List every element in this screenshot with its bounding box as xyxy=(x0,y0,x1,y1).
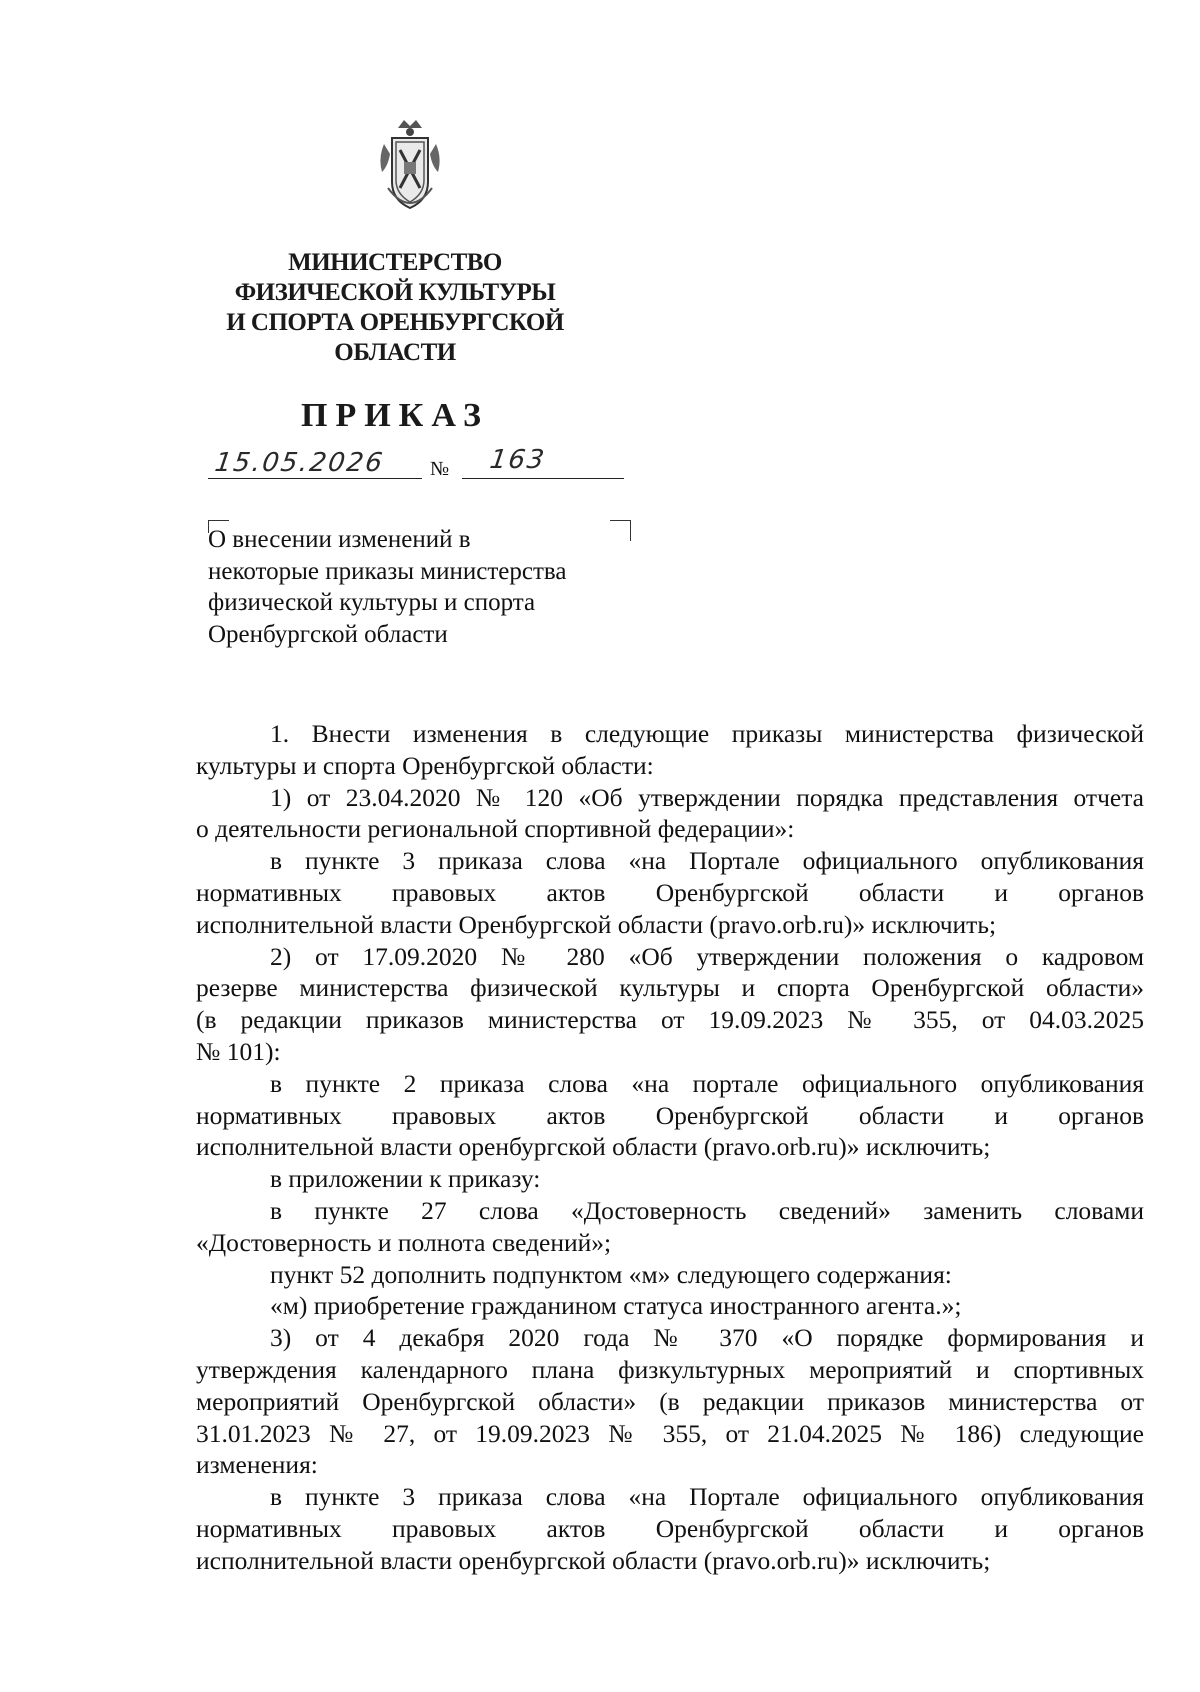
body-line: утверждения календарного плана физкультурных мероприятий и спортивных xyxy=(196,1354,1144,1384)
order-subject xyxy=(208,524,628,650)
subject-line: Оренбургской области xyxy=(208,620,448,648)
body-line: в пункте 3 приказа слова «на Портале официального опубликования xyxy=(270,1482,1144,1512)
subject-line: физической культуры и спорта xyxy=(208,589,536,616)
body-line: исполнительной власти оренбургской области (pravo.orb.ru)» исключить; xyxy=(196,1545,991,1575)
body-line: в пункте 27 слова «Достоверность сведений» заменить словами xyxy=(270,1195,1144,1225)
body-line: «м) приобретение гражданином статуса иностранного агента.»; xyxy=(270,1291,962,1321)
subject-line: О внесении изменений в xyxy=(208,526,471,553)
body-line: «Достоверность и полнота сведений»; xyxy=(196,1227,612,1257)
body-line: 1) от 23.04.2020 № 120 «Об утверждении порядка представления отчета xyxy=(270,782,1144,812)
date-underline xyxy=(208,478,422,479)
body-line: нормативных правовых актов Оренбургской области и органов xyxy=(196,1100,1144,1130)
ministry-name xyxy=(170,248,620,368)
body-line: 3) от 4 декабря 2020 года № 370 «О порядке формирования и xyxy=(270,1323,1144,1353)
body-line: о деятельности региональной спортивной федерации»: xyxy=(196,814,795,844)
handwritten-date: 15.05.2026 xyxy=(212,448,386,478)
ministry-line: И СПОРТА ОРЕНБУРГСКОЙ xyxy=(226,309,564,336)
body-line: 1. Внести изменения в следующие приказы министерства физической xyxy=(270,719,1144,748)
body-line: исполнительной власти оренбургской области (pravo.orb.ru)» исключить; xyxy=(196,1132,991,1162)
ministry-line: МИНИСТЕРСТВО xyxy=(288,249,502,276)
body-line: нормативных правовых актов Оренбургской области и органов xyxy=(196,877,1144,907)
handwritten-number: 163 xyxy=(487,445,548,475)
body-line: в пункте 2 приказа слова «на портале официального опубликования xyxy=(270,1068,1144,1098)
body-line: пункт 52 дополнить подпунктом «м» следующего содержания: xyxy=(270,1259,952,1289)
body-line: в приложении к приказу: xyxy=(270,1164,541,1194)
body-line: № 101): xyxy=(196,1036,281,1066)
document-type-title: ПРИКАЗ xyxy=(301,397,489,434)
body-line: в пункте 3 приказа слова «на Портале официального опубликования xyxy=(270,846,1144,876)
number-sign: № xyxy=(430,458,450,480)
body-line: 2) от 17.09.2020 № 280 «Об утверждении положения о кадровом xyxy=(270,941,1144,971)
body-line: (в редакции приказов министерства от 19.09.2023 № 355, от 04.03.2025 xyxy=(196,1005,1144,1035)
body-line: изменения: xyxy=(196,1450,318,1480)
ministry-line: ФИЗИЧЕСКОЙ КУЛЬТУРЫ xyxy=(234,279,556,306)
body-line: культуры и спорта Оренбургской области: xyxy=(196,750,654,780)
ministry-line: ОБЛАСТИ xyxy=(334,339,456,366)
body-line: мероприятий Оренбургской области» (в редакции приказов министерства от xyxy=(196,1386,1144,1416)
body-line: 31.01.2023 № 27, от 19.09.2023 № 355, от 21.04.2025 № 186) следующие xyxy=(196,1418,1144,1448)
body-line: нормативных правовых актов Оренбургской области и органов xyxy=(196,1513,1144,1543)
number-underline xyxy=(462,478,624,479)
subject-line: некоторые приказы министерства xyxy=(208,557,567,585)
body-line: исполнительной власти Оренбургской области (pravo.orb.ru)» исключить; xyxy=(196,909,997,939)
body-line: резерве министерства физической культуры и спорта Оренбургской области» xyxy=(196,973,1144,1003)
order-body-text xyxy=(196,718,1144,1577)
coat-of-arms-emblem xyxy=(374,118,446,214)
